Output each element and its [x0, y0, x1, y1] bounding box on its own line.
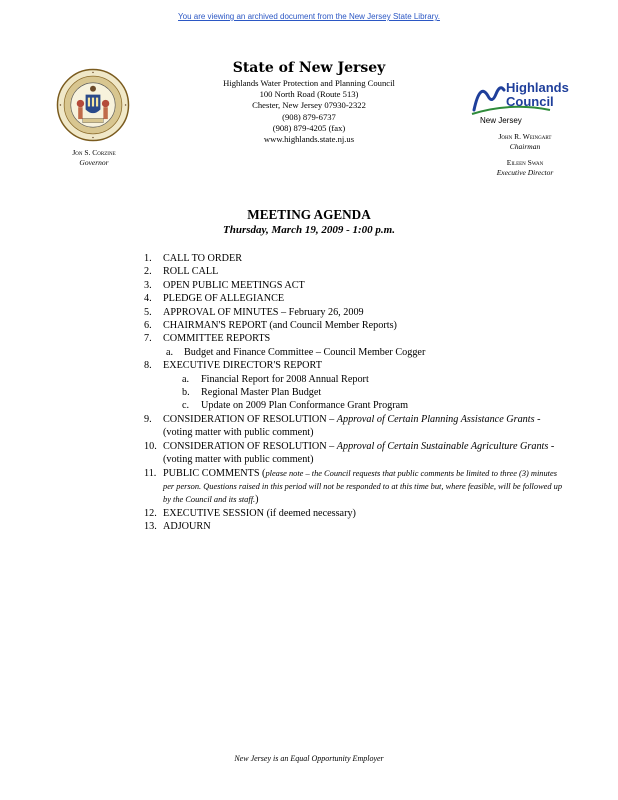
state-seal-icon	[56, 68, 130, 142]
agenda-item	[144, 413, 564, 440]
item-text: ADJOURN	[163, 521, 211, 533]
agenda-item	[144, 332, 564, 345]
officials-block	[470, 132, 580, 178]
agenda-item	[144, 279, 564, 292]
item-note: please note – the Council requests that public comments be limited to three (3) minutes per person. Questions raised in this period will not be responded to at this time but, where feasible, will be followed up by the Council and its staff.	[163, 468, 563, 505]
item-text: CONSIDERATION OF RESOLUTION –	[163, 440, 337, 452]
subitem-letter: c.	[182, 400, 190, 412]
subitem-letter: b.	[182, 387, 190, 399]
agenda-item	[144, 252, 564, 265]
item-number: 13.	[144, 521, 157, 533]
agenda-item	[144, 520, 564, 533]
subitem-letter: a.	[182, 373, 190, 385]
item-tail: - (voting matter with public comment)	[163, 413, 541, 439]
item-text: OPEN PUBLIC MEETINGS ACT	[163, 279, 305, 291]
letterhead-line: Chester, New Jersey 07930-2322	[252, 100, 366, 111]
agenda-subitem	[144, 373, 564, 386]
agenda-item	[144, 359, 564, 372]
item-text: EXECUTIVE DIRECTOR'S REPORT	[163, 360, 322, 372]
item-number: 4.	[144, 293, 152, 305]
chairman-name: John R. Weingart	[498, 132, 552, 141]
subitem-letter: a.	[166, 346, 174, 358]
item-text: CONSIDERATION OF RESOLUTION –	[163, 413, 337, 425]
item-italic: Approval of Certain Sustainable Agriculture Grants	[336, 440, 549, 452]
item-tail: )	[255, 494, 259, 506]
item-tail: - (voting matter with public comment)	[163, 440, 555, 466]
item-text: COMMITTEE REPORTS	[163, 333, 271, 345]
archive-banner-link[interactable]: You are viewing an archived document from the New Jersey State Library.	[178, 12, 440, 21]
agenda-subitem	[144, 386, 564, 399]
item-number: 2.	[144, 266, 152, 278]
item-number: 9.	[144, 413, 152, 425]
governor-title: Governor	[79, 158, 109, 167]
director-name: Eileen Swan	[506, 158, 544, 167]
agenda-subitem	[144, 399, 564, 412]
director-title: Executive Director	[496, 168, 554, 177]
item-text: CHAIRMAN'S REPORT (and Council Member Reports)	[163, 320, 397, 332]
agenda-item	[144, 319, 564, 332]
item-number: 7.	[144, 333, 152, 345]
item-text: PUBLIC COMMENTS (	[163, 467, 266, 479]
subitem-text: Update on 2009 Plan Conformance Grant Program	[201, 400, 409, 412]
agenda-item	[144, 292, 564, 305]
item-text: PLEDGE OF ALLEGIANCE	[163, 293, 285, 305]
governor-name: Jon S. Corzine	[72, 148, 116, 157]
letterhead-line: Highlands Water Protection and Planning Council	[223, 78, 395, 88]
state-title: State of New Jersey	[232, 60, 386, 76]
subitem-text: Budget and Finance Committee – Council Member Cogger	[184, 346, 426, 358]
item-number: 8.	[144, 360, 152, 372]
logo-line1: Highlands	[506, 80, 569, 95]
logo-subtitle: New Jersey	[480, 116, 522, 125]
item-text: APPROVAL OF MINUTES – February 26, 2009	[163, 306, 364, 318]
agenda-item	[144, 265, 564, 278]
item-number: 10.	[144, 440, 157, 452]
chairman-title: Chairman	[509, 142, 541, 151]
letterhead-line: 100 North Road (Route 513)	[259, 89, 359, 100]
logo-line2: Council	[506, 94, 554, 109]
agenda-title: MEETING AGENDA	[247, 207, 371, 222]
footer-text: New Jersey is an Equal Opportunity Employer	[234, 754, 384, 763]
agenda-date: Thursday, March 19, 2009 - 1:00 p.m.	[223, 224, 395, 236]
item-text: ROLL CALL	[163, 266, 219, 278]
agenda-list	[144, 252, 564, 534]
item-number: 6.	[144, 320, 152, 332]
letterhead-line: www.highlands.state.nj.us	[263, 134, 355, 145]
item-number: 1.	[144, 253, 152, 264]
item-number: 12.	[144, 507, 157, 519]
letterhead-line: (908) 879-4205 (fax)	[272, 122, 346, 133]
item-text: EXECUTIVE SESSION (if deemed necessary)	[163, 507, 356, 519]
subitem-text: Regional Master Plan Budget	[201, 387, 322, 399]
agenda-item	[144, 440, 564, 467]
item-text: CALL TO ORDER	[163, 253, 243, 264]
item-number: 5.	[144, 306, 152, 318]
agenda-item	[144, 507, 564, 520]
letterhead	[170, 60, 448, 145]
agenda-item	[144, 306, 564, 319]
agenda-item	[144, 467, 564, 507]
governor-block	[44, 148, 144, 168]
subitem-text: Financial Report for 2008 Annual Report	[201, 373, 369, 385]
agenda-subitem	[144, 346, 564, 359]
item-italic: Approval of Certain Planning Assistance Grants	[336, 413, 535, 425]
highlands-logo-icon	[470, 76, 578, 116]
letterhead-line: (908) 879-6737	[282, 111, 336, 122]
item-number: 11.	[144, 467, 157, 479]
item-number: 3.	[144, 279, 152, 291]
